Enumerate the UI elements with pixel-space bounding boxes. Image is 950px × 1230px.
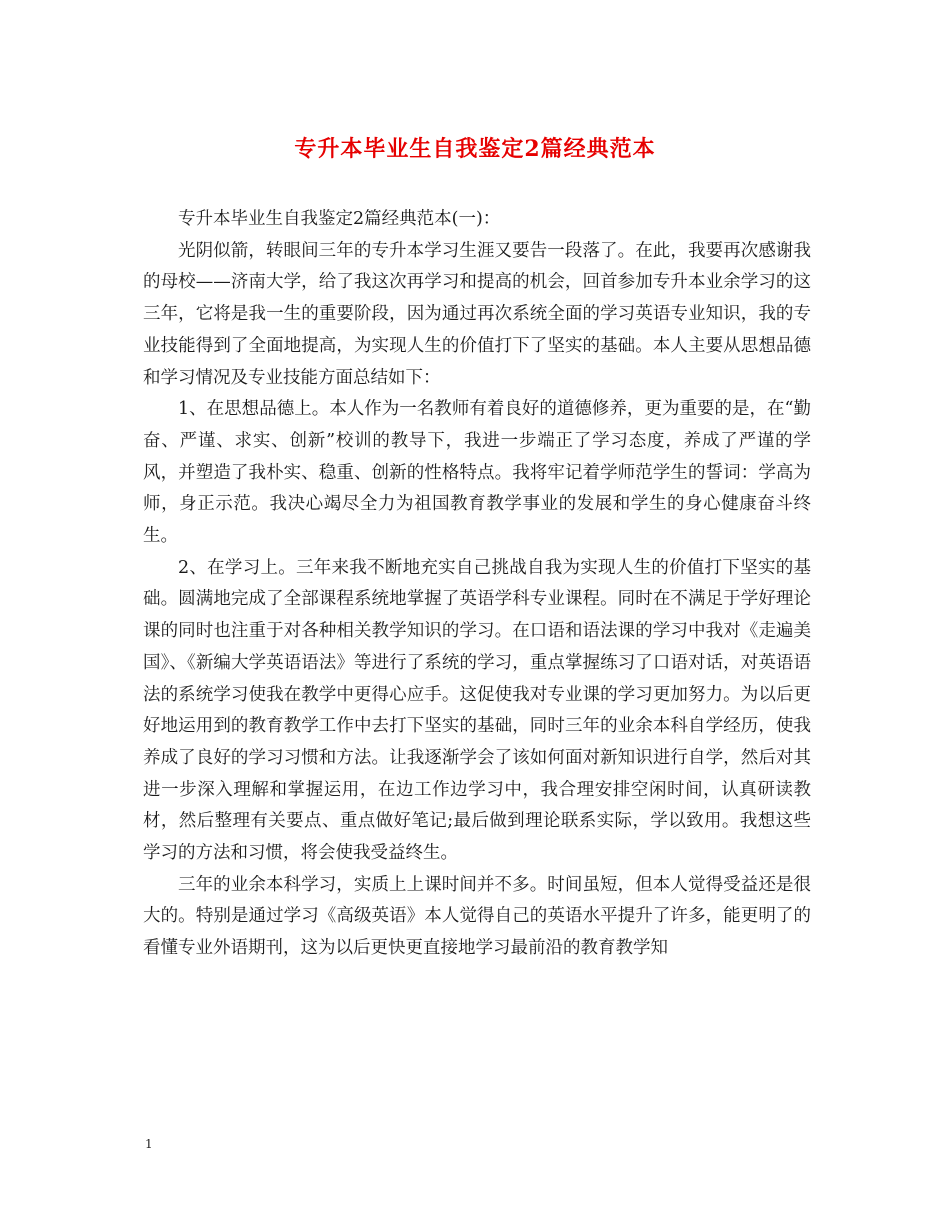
section-heading: 专升本毕业生自我鉴定2篇经典范本(一)：: [178, 209, 501, 229]
paragraph: 2、在学习上。三年来我不断地充实自己挑战自我为实现人生的价值打下坚实的基础。圆满地完成了全部课程系统地掌握了英语学科专业课程。同时在不满足于学好理论课的同时也注重于对各种相关教学知识的学习。在口语和语法课的学习中我对《走遍美国》、《新编大学英语语法》等进行了系统的学习，重点掌握练习了口语对话，对英语语法的系统学习使我在教学中更得心应手。这促使我对专业课的学习更加努力。为以后更好地运用到的教育教学工作中去打下坚实的基础，同时三年的业余本科自学经历，使我养成了良好的学习习惯和方法。让我逐渐学会了该如何面对新知识进行自学，然后对其进一步深入理解和掌握运用，在边工作边学习中，我合理安排空闲时间，认真研读教材，然后整理有关要点、重点做好笔记;最后做到理论联系实际，学以致用。我想这些学习的方法和习惯，将会使我受益终生。: [143, 557, 811, 864]
page-number: 1: [145, 1137, 153, 1151]
document-body: [143, 204, 811, 965]
paragraph: 1、在思想品德上。本人作为一名教师有着良好的道德修养，更为重要的是，在“勤奋、严谨、求实、创新”校训的教导下，我进一步端正了学习态度，养成了严谨的学风，并塑造了我朴实、稳重、创新的性格特点。我将牢记着学师范学生的誓词：学高为师，身正示范。我决心竭尽全力为祖国教育教学事业的发展和学生的身心健康奋斗终生。: [143, 399, 811, 547]
paragraph: 光阴似箭，转眼间三年的专升本学习生涯又要告一段落了。在此，我要再次感谢我的母校——济南大学，给了我这次再学习和提高的机会，回首参加专升本业余学习的这三年，它将是我一生的重要阶段，因为通过再次系统全面的学习英语专业知识，我的专业技能得到了全面地提高，为实现人生的价值打下了坚实的基础。本人主要从思想品德和学习情况及专业技能方面总结如下：: [143, 240, 811, 388]
document-title: 专升本毕业生自我鉴定2篇经典范本: [294, 136, 656, 162]
paragraph: 三年的业余本科学习，实质上上课时间并不多。时间虽短，但本人觉得受益还是很大的。特别是通过学习《高级英语》本人觉得自己的英语水平提升了许多，能更明了的看懂专业外语期刊，这为以后更快更直接地学习最前沿的教育教学知: [143, 874, 811, 959]
